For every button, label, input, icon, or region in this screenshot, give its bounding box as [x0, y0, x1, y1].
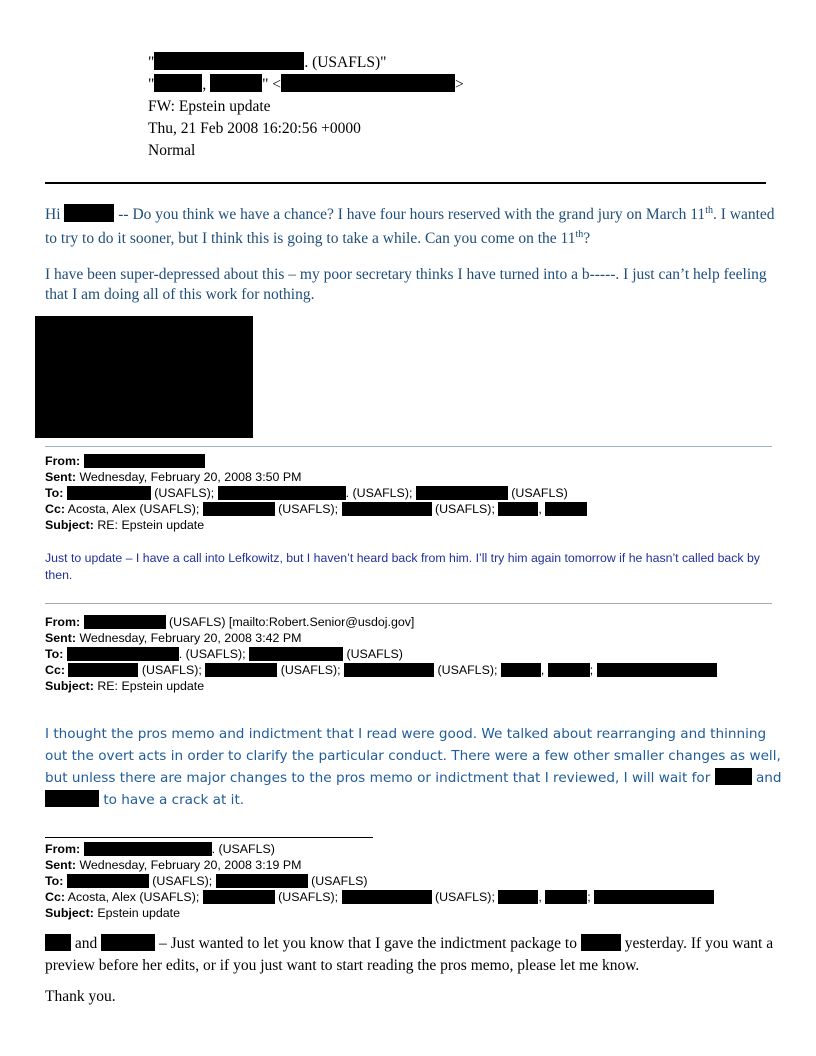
redaction — [205, 663, 277, 677]
redaction — [67, 647, 179, 661]
redaction-block — [35, 316, 253, 438]
redaction — [45, 934, 71, 951]
subject-value: FW: Epstein update — [148, 98, 271, 115]
redaction — [67, 486, 151, 500]
redaction — [218, 486, 346, 500]
redaction — [545, 502, 587, 516]
redaction — [101, 934, 155, 951]
redaction — [84, 615, 166, 629]
redaction — [281, 74, 455, 92]
redaction — [342, 502, 432, 516]
redaction — [84, 842, 212, 856]
message-paragraph: Hi -- Do you think we have a chance? I have four hours reserved with the grand jury on March 11th. I wanted to try to do it sooner, but I think this is going to take a while. Can you come on the 11th? — [45, 204, 775, 247]
redaction — [581, 934, 621, 951]
redaction — [715, 768, 752, 785]
divider — [45, 446, 772, 447]
divider — [45, 837, 373, 838]
message-paragraph: and – Just wanted to let you know that I gave the indictment package to yesterday. If you want a preview before her edits, or if you just want to start reading the pros memo, please let me know. — [45, 935, 774, 974]
header-divider — [45, 182, 766, 184]
redaction — [545, 890, 587, 904]
redaction — [416, 486, 508, 500]
redaction — [548, 663, 590, 677]
redaction — [342, 890, 432, 904]
redaction — [67, 874, 149, 888]
redaction — [84, 454, 205, 468]
to-value: " , " < > — [148, 76, 464, 93]
redaction — [154, 52, 304, 70]
redaction — [154, 74, 202, 92]
redaction — [45, 790, 99, 807]
redaction — [210, 74, 262, 92]
redaction — [344, 663, 434, 677]
redaction — [203, 890, 275, 904]
message-paragraph: I thought the pros memo and indictment that I read were good. We talked about rearranging and thinning out the overt acts in order to clarify the particular conduct. There were a few other smaller changes as well, but unless there are major changes to the pros memo or indictment that I reviewed, I will wait for and to have a crack at it. — [45, 726, 782, 808]
email-header: From: Sent: Wednesday, February 20, 2008 3:50 PM To: (USAFLS); . (USAFLS); (USAFLS) Cc: Acosta, Alex (USAFLS); (USAFLS); (USAFLS); , Subject: RE: Epstein update — [45, 453, 785, 533]
redaction — [597, 663, 717, 677]
redaction — [216, 874, 308, 888]
redaction — [68, 663, 138, 677]
importance-value: Normal — [148, 142, 196, 159]
message-paragraph: I have been super-depressed about this – my poor secretary thinks I have turned into a b-----. I just can’t help feeling that I am doing all of this work for nothing. — [45, 266, 767, 303]
email-header: From: (USAFLS) [mailto:Robert.Senior@usdoj.gov] Sent: Wednesday, February 20, 2008 3:42 PM To: . (USAFLS); (USAFLS) Cc: (USAFLS); (USAFLS); (USAFLS); , ; Subject: RE: Epstein update — [45, 614, 785, 694]
redaction — [498, 890, 538, 904]
email-header: From: . (USAFLS) Sent: Wednesday, February 20, 2008 3:19 PM To: (USAFLS); (USAFLS) Cc: Acosta, Alex (USAFLS); (USAFLS); (USAFLS); , ; Subject: Epstein update — [45, 841, 785, 921]
redaction — [203, 502, 275, 516]
redaction — [594, 890, 714, 904]
redaction — [501, 663, 541, 677]
divider — [45, 603, 772, 604]
from-value: " . (USAFLS)" — [148, 54, 387, 71]
message-paragraph: Just to update – I have a call into Lefkowitz, but I haven’t heard back from him. I’ll try him again tomorrow if he hasn’t called back by then. — [45, 551, 760, 582]
closing-text: Thank you. — [45, 988, 116, 1005]
redaction — [498, 502, 538, 516]
date-value: Thu, 21 Feb 2008 16:20:56 +0000 — [148, 120, 361, 137]
redaction — [249, 647, 343, 661]
redaction — [64, 204, 114, 222]
